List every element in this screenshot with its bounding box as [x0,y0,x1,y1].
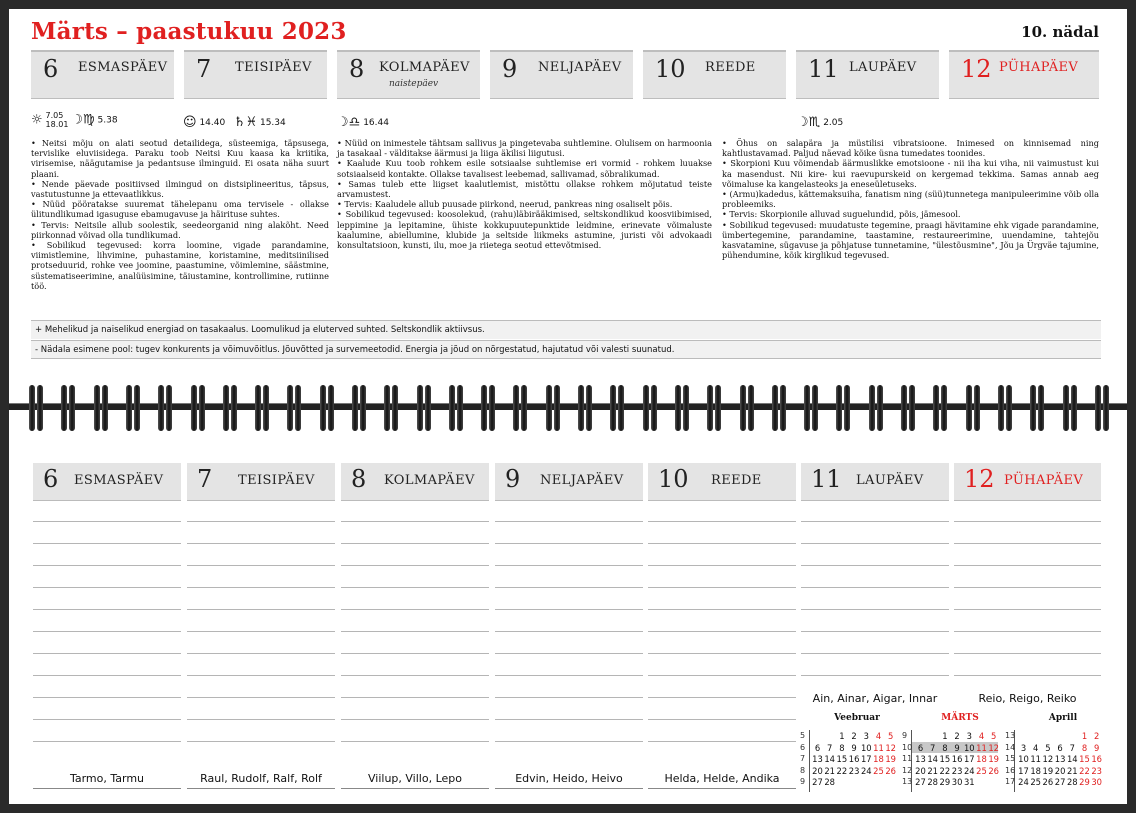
week-number: 10 [902,742,913,752]
moon-virgo-icon: ☽♍ [71,112,95,128]
calendar-day: 18 [1030,765,1042,776]
spiral-ring [352,385,358,431]
week-number: 9 [800,777,806,786]
week-number: 11 [902,754,913,763]
day-name: REEDE [711,473,762,488]
calendar-day: 26 [988,765,1000,776]
column-header [33,463,181,501]
name-day-names: Ain, Ainar, Aigar, Innar [812,692,938,705]
week-number: 10. nädal [1021,23,1099,41]
spiral-ring [974,385,980,431]
week-number: 8 [800,765,806,775]
note-paragraph: • Nende päevade positiivsed ilmingud on distsiplineeritus, täpsus, vastutustunne ja ettevaatlikkus. [31,178,329,200]
calendar-day: 12 [885,742,897,753]
calendar-day: 10 [1018,754,1029,764]
name-day-names: Reio, Reigo, Reiko [978,692,1077,705]
spiral-ring [102,385,108,431]
calendar-day: 8 [942,742,948,753]
calendar-day: 11 [976,742,987,753]
calendar-day: 27 [915,777,926,787]
calendar-day: 7 [827,742,833,753]
info-line-minus: - Nädala esimene pool: tugev konkurents ja võimuvõitlus. Jõuvõtted ja survemeetodid. Energia ja jõud on nõrgestatud, hajutatud või valesti suunatud. [31,340,1101,359]
calendar-day: 13 [915,754,926,764]
calendar-day: 30 [951,777,963,787]
spiral-ring [909,385,915,431]
calendar-day: 28 [927,777,939,787]
spiral-ring [457,385,463,431]
day-name: LAUPÄEV [856,473,924,488]
calendar-day: 12 [1042,754,1054,764]
column-header [187,463,335,501]
week-number: 16 [1005,765,1016,775]
calendar-day: 28 [824,777,836,787]
calendar-day: 14 [927,754,939,764]
day-number: 8 [349,55,365,83]
month-name: Aprill [1048,713,1078,723]
day-number: 9 [502,55,518,83]
calendar-day: 11 [873,742,884,753]
spiral-ring [1006,385,1012,431]
spiral-ring [449,385,455,431]
calendar-day: 27 [812,777,823,787]
calendar-day: 23 [1091,765,1103,776]
calendar-day: 9 [851,742,857,753]
calendar-day: 26 [1042,777,1054,787]
calendar-day: 25 [1030,777,1042,787]
spiral-ring [1063,385,1069,431]
spiral-ring [94,385,100,431]
astro-saturday [797,115,843,130]
day-number: 12 [961,55,992,83]
writing-lines[interactable] [33,500,181,762]
spiral-ring [901,385,907,431]
moon-scorpio-icon: ☽♏ [797,115,821,130]
moon-time: 5.38 [97,115,118,126]
spiral-ring [255,385,261,431]
week-number: 17 [1005,777,1016,786]
spiral-ring [134,385,140,431]
notes-libra [337,138,712,250]
spiral-ring [231,385,237,431]
top-header-wed [337,50,480,99]
full-moon-time: 14.40 [199,118,226,128]
spiral-ring [966,385,972,431]
top-header-mon [31,50,174,99]
calendar-day: 24 [963,765,975,776]
column-header [648,463,796,501]
calendar-day: 16 [951,754,963,764]
note-paragraph: • Skorpioni Kuu võimendab äärmuslikke emotsioone - nii iha kui viha, nii vaimustust kui ka masendust. Nii kire- kui raevupurskeid on kergemad tekkima. Samas annab aeg võimaluse ka kangelasteoks ja eneseületuseks. [722,158,1099,189]
calendar-day: 10 [860,742,872,753]
spiral-ring [836,385,842,431]
note-paragraph: • Sobilikud tegevused: muudatuste tegemine, praagi hävitamine ehk vigade parandamine, ümbertegemine, parandamine, taastamine, restaureerimine, uuendamine, tahtejõu kasvatamine, sügavuse ja põhjatuse tunnetamine, "ülestõusmine", Jõu ja Ürgväe tajumine, pühendumine, kõik kirglikud tegevused. [722,219,1099,261]
day-name: TEISIPÄEV [235,60,312,75]
moon-libra-icon: ☽♎ [337,115,361,130]
writing-lines[interactable] [187,500,335,762]
spiral-ring [61,385,67,431]
spiral-ring [1095,385,1101,431]
names-underline [33,788,181,789]
week-number: 14 [1005,742,1016,752]
spiral-ring [328,385,334,431]
names-underline [495,788,643,789]
info-line-plus: + Mehelikud ja naiselikud energiad on tasakaalus. Loomulikud ja eluterved suhted. Seltskondlik aktiivsus. [31,320,1101,339]
spiral-ring [191,385,197,431]
spiral-ring [877,385,883,431]
spiral-ring [933,385,939,431]
sunrise-time: 7.05 [45,111,64,120]
calendar-day: 5 [888,731,894,741]
note-paragraph: • Sobilikud tegevused: koosolekud, (rahu)läbirääkimised, seltskondlikud koosviibimised, leppimine ja lepitamine, ühiste kokkupuutepunktide leidmine, erinevate võimaluste kaalumine, abiellumine, klubide ja seltside liikmeks astumine, juristi või advokaadi konsultatsioon, kunsti, ilu, moe ja riietega seotud ettevõtmised. [337,209,712,251]
calendar-day: 13 [812,754,823,764]
note-paragraph: • Tervis: Neitsile allub soolestik, seedeorganid ning alakõht. Need piirkonnad võivad olla tundlikumad. [31,219,329,240]
spiral-ring [384,385,390,431]
calendar-day: 20 [1054,765,1066,776]
day-number: 8 [351,465,367,493]
spiral-ring [37,385,43,431]
calendar-day: 16 [1091,754,1103,764]
day-column-sat [801,463,949,703]
spiral-ring [844,385,850,431]
column-header [954,463,1101,501]
day-name: ESMASPÄEV [74,473,164,488]
writing-lines[interactable] [341,500,489,762]
calendar-day: 21 [927,765,939,776]
spiral-ring [772,385,778,431]
calendar-day: 15 [836,754,848,764]
spiral-ring [683,385,689,431]
spiral-ring [360,385,366,431]
top-header-sat [796,50,939,99]
calendar-day: 17 [860,754,872,764]
spiral-ring [941,385,947,431]
column-header [495,463,643,501]
day-name: REEDE [705,60,756,75]
spiral-ring [199,385,205,431]
calendar-day: 6 [814,742,821,753]
moon-time: 16.44 [363,118,389,128]
month-name: Veebruar [834,713,880,723]
day-column-tue [187,463,335,789]
calendar-day: 21 [824,765,836,776]
spiral-ring [578,385,584,431]
calendar-day: 25 [976,765,987,776]
calendar-day: 5 [1045,742,1051,753]
name-day-names: Helda, Helde, Andika [664,772,780,785]
day-number: 6 [43,55,59,83]
page-title: Märts – paastukuu 2023 [31,18,347,45]
day-column-thu [495,463,643,789]
spiral-ring [69,385,75,431]
note-paragraph: • Tervis: Skorpionile alluvad suguelundid, põis, jämesool. [722,209,961,220]
spiral-ring [546,385,552,431]
day-number: 9 [505,465,521,493]
spiral-ring [263,385,269,431]
spiral-ring [651,385,657,431]
names-underline [341,788,489,789]
calendar-day: 18 [976,754,987,764]
sunrise-icon: ☼ [31,112,43,128]
spiral-ring [481,385,487,431]
calendar-day: 12 [988,742,1000,753]
day-number: 7 [197,465,213,493]
spiral-ring [1071,385,1077,431]
week-number: 15 [1005,754,1016,763]
day-name: TEISIPÄEV [238,473,315,488]
calendar-day: 9 [1094,742,1100,753]
note-paragraph: • Tervis: Kaaludele allub puusade piirkond, neerud, pankreas ning osaliselt põis. [337,199,673,210]
day-name: KOLMAPÄEV [379,60,470,75]
day-number: 10 [655,55,686,83]
week-number: 7 [800,754,806,763]
notes-scorpio [722,138,1099,260]
calendar-day: 19 [1042,765,1054,776]
spiral-ring [417,385,423,431]
day-column-mon [33,463,181,789]
month-name: MÄRTS [941,713,979,723]
note-paragraph: • Nüüd on inimestele tähtsam sallivus ja pingetevaba suhtlemine. Olulisem on harmoonia ja tasakaal - välditakse äärmusi ja liiga äkilisi liigutusi. [337,138,712,159]
note-paragraph: • Samas tuleb ette liigset kaalutlemist, mistõttu ollakse rohkem mõjutatud teiste arvamustest. [337,178,712,200]
calendar-day: 16 [848,754,860,764]
note-paragraph: • Sobilikud tegevused: korra loomine, vigade parandamine, viimistlemine, lihvimine, puhastamine, koristamine, meditsiinilised protseduurid, rohke vee joomine, paastumine, võimlemine, säästmine, süstematiseerimine, analüüsimine, täiustamine, kontrollimine, rutiinne töö. [31,240,329,291]
names-underline [187,788,335,789]
writing-lines[interactable] [801,500,949,685]
week-number: 6 [800,742,806,752]
spiral-ring [295,385,301,431]
spiral-ring [513,385,519,431]
day-name: NELJAPÄEV [540,473,624,488]
calendar-day: 6 [1057,742,1063,753]
column-header [801,463,949,501]
calendar-day: 13 [1054,754,1066,764]
astro-tuesday [183,115,286,130]
calendar-day: 22 [1079,765,1090,776]
calendar-day: 14 [1066,754,1078,764]
calendar-day: 8 [1081,742,1088,753]
calendar-day: 3 [863,731,869,741]
planner-page [9,9,1127,804]
day-number: 12 [964,465,995,493]
calendar-day: 2 [1094,731,1100,741]
calendar-day: 10 [963,742,975,753]
spiral-ring [1030,385,1036,431]
full-moon-icon: ☺ [183,115,197,130]
spiral-ring [287,385,293,431]
spiral-ring [780,385,786,431]
calendar-day: 1 [942,731,948,741]
calendar-day: 24 [1018,777,1029,787]
day-name: NELJAPÄEV [538,60,622,75]
calendar-day: 2 [851,731,857,741]
calendar-day: 4 [978,731,985,741]
calendar-day: 28 [1066,777,1078,787]
day-number: 11 [808,55,839,83]
saturn-pisces-icon: ♄♓ [233,115,258,130]
spiral-ring [869,385,875,431]
spiral-ring [158,385,164,431]
week-number: 13 [1005,731,1016,740]
calendar-day: 25 [873,765,884,776]
spiral-ring [998,385,1004,431]
notes-virgo [31,138,329,291]
calendar-day: 17 [1018,765,1029,776]
column-header [341,463,489,501]
day-name: KOLMAPÄEV [384,473,475,488]
spiral-ring [489,385,495,431]
writing-lines[interactable] [648,500,796,762]
calendar-day: 8 [839,742,845,753]
calendar-day: 22 [939,765,951,776]
top-header-fri [643,50,786,99]
spiral-ring [29,385,35,431]
astro-wednesday [337,115,389,130]
spiral-ring [748,385,754,431]
week-divider [809,730,810,792]
spiral-ring [675,385,681,431]
calendar-day: 3 [966,731,972,741]
calendar-day: 27 [1054,777,1066,787]
calendar-day: 6 [917,742,924,753]
calendar-day: 7 [1069,742,1075,753]
calendar-day: 3 [1020,742,1027,753]
week-number: 9 [902,731,908,740]
note-paragraph: • Kaalude Kuu toob rohkem esile sotsiaalse suhtlemise eri vormid - rohkem luuakse sotsiaalseid kontakte. Ollakse tavalisest leebemad, sallivamad, sõbralikumad. [337,158,712,179]
day-number: 7 [196,55,212,83]
top-header-sun [949,50,1099,99]
day-number: 6 [43,465,59,493]
astro-monday [31,111,118,129]
spiral-ring [812,385,818,431]
spiral-ring [715,385,721,431]
spiral-ring [643,385,649,431]
calendar-day: 1 [1081,731,1088,741]
calendar-day: 2 [954,731,960,741]
calendar-day: 21 [1066,765,1078,776]
spiral-ring [610,385,616,431]
name-day-names: Tarmo, Tarmu [69,772,145,785]
spiral-ring [554,385,560,431]
calendar-day: 31 [963,777,975,787]
spiral-ring [392,385,398,431]
spiral-ring [804,385,810,431]
calendar-day: 18 [873,754,884,764]
day-name: LAUPÄEV [849,60,917,75]
calendar-day: 9 [954,742,960,753]
calendar-day: 23 [951,765,963,776]
planet-time: 15.34 [259,118,286,128]
spiral-ring [707,385,713,431]
writing-lines[interactable] [954,500,1101,685]
day-number: 10 [658,465,689,493]
mini-calendar [799,713,1109,795]
calendar-day: 7 [930,742,936,753]
calendar-day: 11 [1030,754,1042,764]
note-paragraph: • Neitsi mõju on alati seotud detailidega, süsteemiga, täpsusega, tervislike eluviisidega. Paraku toob Neitsi Kuu kaasa ka kriitika, virisemise, näägutamise ja pedantsuse ilminguid. Ei osata näha suurt plaani. [31,138,329,179]
calendar-day: 22 [836,765,848,776]
spiral-ring [320,385,326,431]
calendar-day: 29 [1079,777,1090,787]
calendar-day: 19 [988,754,1000,764]
sunset-time: 18.01 [45,120,69,129]
calendar-day: 30 [1091,777,1103,787]
day-number: 11 [811,465,842,493]
calendar-day: 15 [1079,754,1090,764]
spiral-ring [126,385,132,431]
day-name: PÜHAPÄEV [999,60,1079,75]
name-day-names: Viilup, Villo, Lepo [368,772,462,785]
note-paragraph: • (Armu)kadedus, kättemaksuiha, fanatism ning (süü)tunnetega manipuleerimine võib olla probleemiks. [722,189,1099,210]
spiral-ring [1038,385,1044,431]
note-paragraph: • Nüüd pööratakse suuremat tähelepanu oma tervisele - ollakse ülitundlikumad igasuguse ebamugavuse ja häirituse suhtes. [31,199,329,220]
spiral-ring [425,385,431,431]
week-number: 13 [902,777,913,786]
calendar-day: 26 [885,765,897,776]
top-header-tue [184,50,327,99]
name-day-names: Raul, Rudolf, Ralf, Rolf [200,772,322,785]
name-day-names: Edvin, Heido, Heivo [515,772,623,785]
week-number: 12 [902,765,913,775]
calendar-day: 20 [812,765,823,776]
calendar-day: 5 [991,731,997,741]
calendar-day: 17 [963,754,975,764]
day-name: ESMASPÄEV [78,60,168,75]
spiral-ring [740,385,746,431]
writing-lines[interactable] [495,500,643,762]
calendar-day: 23 [848,765,860,776]
calendar-day: 29 [939,777,951,787]
spiral-ring [586,385,592,431]
moon-time: 2.05 [823,118,844,128]
calendar-day: 4 [875,731,882,741]
spiral-ring [618,385,624,431]
calendar-day: 19 [885,754,897,764]
calendar-day: 1 [839,731,845,741]
calendar-day: 15 [939,754,951,764]
day-name: PÜHAPÄEV [1004,473,1084,488]
calendar-day: 20 [915,765,926,776]
calendar-day: 24 [860,765,872,776]
week-number: 5 [800,731,806,740]
day-column-fri [648,463,796,789]
day-column-wed [341,463,489,789]
calendar-day: 4 [1033,742,1039,753]
day-column-sun [954,463,1101,703]
binding-wire [9,403,1127,410]
calendar-day: 14 [824,754,836,764]
spiral-ring [1103,385,1109,431]
holiday-label: naistepäev [389,79,439,89]
names-underline [648,788,796,789]
spiral-ring [521,385,527,431]
note-paragraph: • Õhus on salapära ja müstilisi vibratsioone. Inimesed on kinnisemad ning kahtlustavamad. Paljud näevad kõike üsna tumedates toonides. [722,138,1099,159]
spiral-binding [9,379,1127,437]
spiral-ring [223,385,229,431]
top-header-thu [490,50,633,99]
spiral-ring [166,385,172,431]
